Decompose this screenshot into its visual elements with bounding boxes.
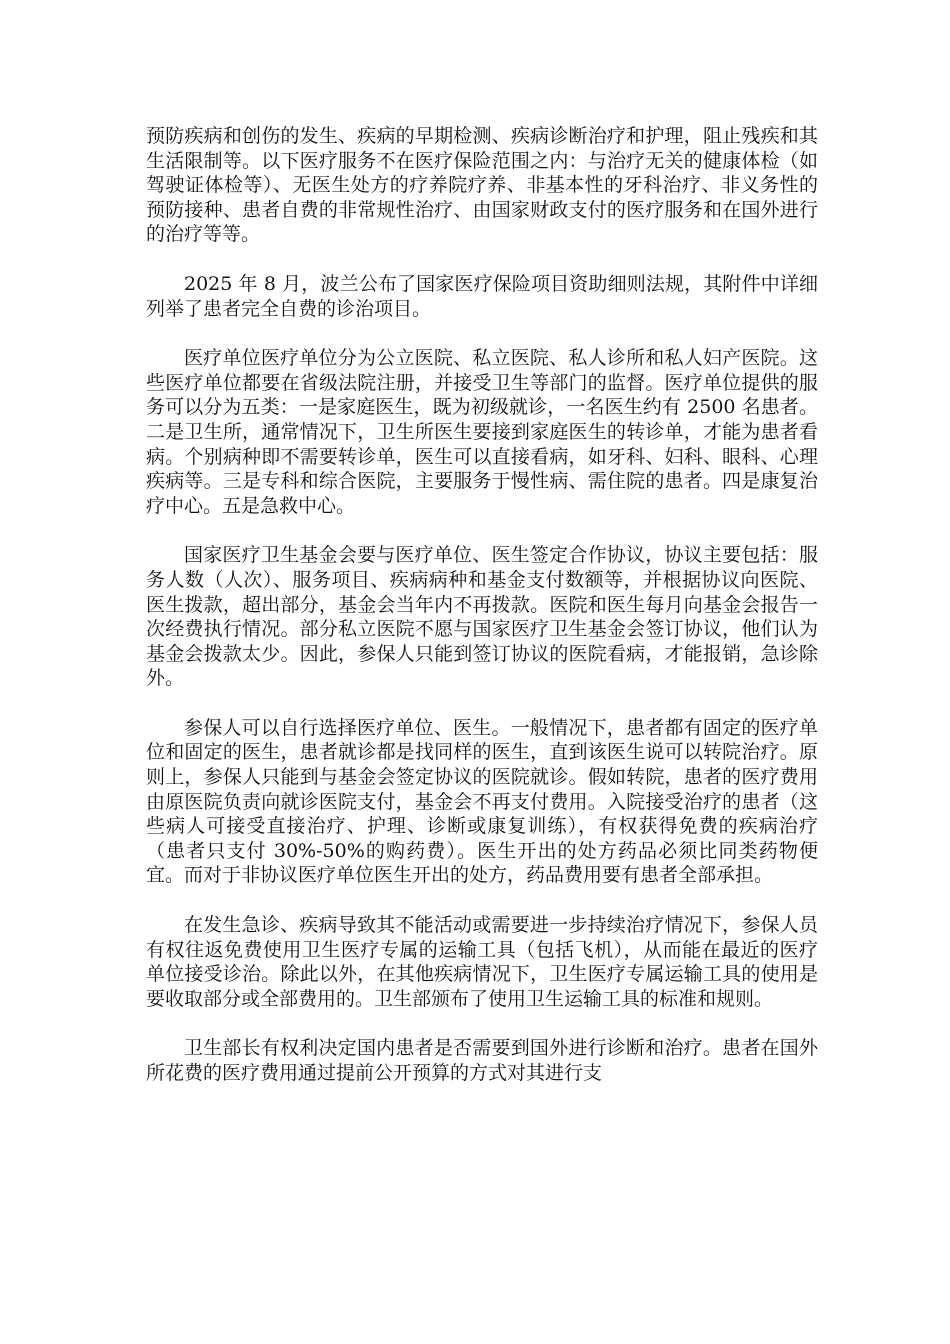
paragraph-2025-regulation: 2025 年 8 月，波兰公布了国家医疗保险项目资助细则法规，其附件中详细列举了患者完全自费的诊治项目。	[146, 272, 818, 320]
paragraph-medical-transport: 在发生急诊、疾病导致其不能活动或需要进一步持续治疗情况下，参保人员有权往返免费使用卫生医疗专属的运输工具（包括飞机），从而能在最近的医疗单位接受诊治。除此以外，在其他疾病情况下，卫生医疗专属运输工具的使用是要收取部分或全部费用的。卫生部颁布了使用卫生运输工具的标准和规则。	[146, 914, 818, 1010]
paragraph-treatment-abroad: 卫生部长有权利决定国内患者是否需要到国外进行诊断和治疗。患者在国外所花费的医疗费用通过提前公开预算的方式对其进行支	[146, 1037, 818, 1084]
document-page	[146, 124, 818, 1111]
paragraph-patient-choice: 参保人可以自行选择医疗单位、医生。一般情况下，患者都有固定的医疗单位和固定的医生，患者就诊都是找同样的医生，直到该医生说可以转院治疗。原则上，参保人只能到与基金会签定协议的医院就诊。假如转院，患者的医疗费用由原医院负责向就诊医院支付，基金会不再支付费用。入院接受治疗的患者（这些病人可接受直接治疗、护理、诊断或康复训练），有权获得免费的疾病治疗（患者只支付 30%-50%的购药费）。医生开出的处方药品必须比同类药物便宜。而对于非协议医疗单位医生开出的处方，药品费用要有患者全部承担。	[146, 716, 818, 887]
paragraph-medical-units: 医疗单位医疗单位分为公立医院、私立医院、私人诊所和私人妇产医院。这些医疗单位都要在省级法院注册，并接受卫生等部门的监督。医疗单位提供的服务可以分为五类：一是家庭医生，既为初级就诊，一名医生约有 2500 名患者。二是卫生所，通常情况下，卫生所医生要接到家庭医生的转诊单，才能为患者看病。个别病种即不需要转诊单，医生可以直接看病，如牙科、妇科、眼科、心理疾病等。三是专科和综合医院，主要服务于慢性病、需住院的患者。四是康复治疗中心。五是急救中心。	[146, 347, 818, 517]
paragraph-fund-agreements: 国家医疗卫生基金会要与医疗单位、医生签定合作协议，协议主要包括：服务人数（人次）、服务项目、疾病病种和基金支付数额等，并根据协议向医院、医生拨款，超出部分，基金会当年内不再拨款。医院和医生每月向基金会报告一次经费执行情况。部分私立医院不愿与国家医疗卫生基金会签订协议，他们认为基金会拨款太少。因此，参保人只能到签订协议的医院看病，才能报销，急诊除外。	[146, 544, 818, 690]
paragraph-coverage-scope: 预防疾病和创伤的发生、疾病的早期检测、疾病诊断治疗和护理，阻止残疾和其生活限制等。以下医疗服务不在医疗保险范围之内：与治疗无关的健康体检（如驾驶证体检等）、无医生处方的疗养院疗养、非基本性的牙科治疗、非义务性的预防接种、患者自费的非常规性治疗、由国家财政支付的医疗服务和在国外进行的治疗等等。	[146, 125, 818, 246]
